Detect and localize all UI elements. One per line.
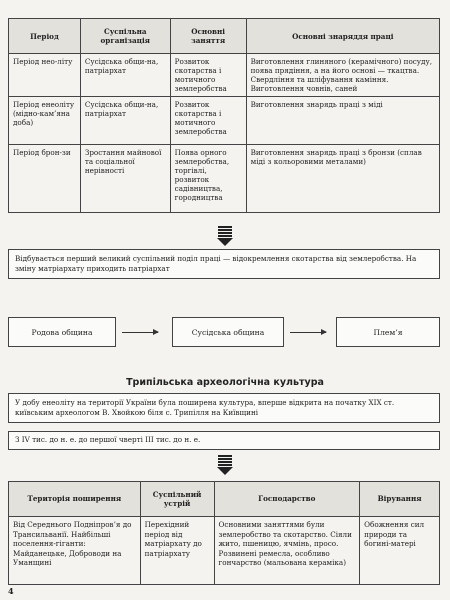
table-cell: Розвиток скотарства і мотичного землеробства	[170, 97, 246, 145]
header-territory: Територія поширення	[9, 482, 141, 517]
table-cell: Розвиток скотарства і мотичного землеробства	[170, 54, 246, 97]
dates-text: З IV тис. до н. е. до першої чверті III тис. до н. е.	[15, 435, 201, 444]
down-arrow-icon	[218, 455, 232, 475]
table-cell: Основними заняттями були землеробство та скотарство. Сіяли жито, пшеницю, ячмінь, просо. Розвинені ремесла, особливо гончарство (мальована кераміка)	[214, 517, 360, 585]
section-heading: Трипільська археологічна культура	[126, 377, 324, 388]
table-cell: Зростання майнової та соціальної нерівності	[80, 145, 170, 213]
note-text: Відбувається перший великий суспільний поділ праці — відокремлення скотарства від землеробства. На зміну матріархату приходить патріархат	[15, 254, 417, 273]
header-beliefs: Вірування	[360, 482, 440, 517]
periods-table	[8, 18, 440, 213]
intro-text: У добу енеоліту на території України була поширена культура, вперше відкрита на початку XIX ст. київським археологом В. Хвойкою біля с. Трипілля на Київщині	[15, 398, 395, 417]
table-cell: Виготовлення знарядь праці з міді	[246, 97, 439, 145]
right-arrow-icon	[122, 332, 158, 333]
header-organization: Суспільна організація	[80, 19, 170, 54]
table-row	[9, 145, 440, 213]
flow-label: Сусідська община	[191, 327, 265, 337]
periods-table-header	[9, 19, 440, 54]
table-cell: Період нео-літу	[9, 54, 81, 97]
header-social-order: Суспільний устрій	[140, 482, 214, 517]
table-row	[9, 54, 440, 97]
trypillia-dates	[8, 431, 440, 450]
header-economy: Господарство	[214, 482, 360, 517]
flow-box-neighbour-community	[172, 317, 284, 347]
table-cell: Період брон-зи	[9, 145, 81, 213]
table-cell: Виготовлення глиняного (керамічного) посуду, поява прядіння, а на його основі — ткацтва. Свердління та шліфування каміння. Виготовлення човнів, саней	[246, 54, 439, 97]
table-cell: Поява орного землеробства, торгівлі, розвиток садівництва, городництва	[170, 145, 246, 213]
flow-label: Плем’я	[373, 327, 403, 337]
page-number: 4	[8, 586, 14, 596]
header-period: Період	[9, 19, 81, 54]
table-row	[9, 97, 440, 145]
down-arrow-icon	[218, 226, 232, 246]
header-tools: Основні знаряддя праці	[246, 19, 439, 54]
table-cell: Сусідська общи-на, патріархат	[80, 54, 170, 97]
trypillia-table-header	[9, 482, 440, 517]
table-cell: Обожнення сил природи та богині-матері	[360, 517, 440, 585]
flow-label: Родова община	[31, 327, 93, 337]
trypillia-intro	[8, 393, 440, 423]
header-occupations: Основні заняття	[170, 19, 246, 54]
flow-box-tribe	[336, 317, 440, 347]
table-row	[9, 517, 440, 585]
table-cell: Від Середнього Подніпров’я до Трансильванії. Найбільші поселення-гіганти: Майданецьке, Доброводи на Уманщині	[9, 517, 141, 585]
flow-box-clan-community	[8, 317, 116, 347]
division-of-labour-note	[8, 249, 440, 279]
table-cell: Період енеоліту (мідно-кам’яна доба)	[9, 97, 81, 145]
table-cell: Виготовлення знарядь праці з бронзи (сплав міді з кольоровими металами)	[246, 145, 439, 213]
table-cell: Перехідний період від матріархату до патріархату	[140, 517, 214, 585]
table-cell: Сусідська общи-на, патріархат	[80, 97, 170, 145]
right-arrow-icon	[290, 332, 326, 333]
trypillia-table	[8, 481, 440, 585]
